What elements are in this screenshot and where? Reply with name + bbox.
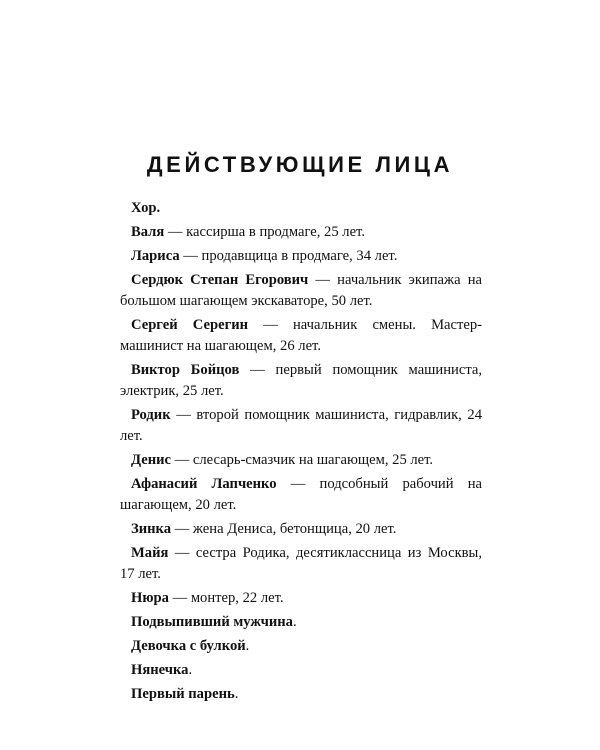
character-name: Афанасий Лапченко — [131, 476, 277, 492]
character-name: Хор — [131, 200, 157, 216]
separator: — — [179, 248, 202, 264]
separator: — — [171, 452, 193, 468]
separator: — — [308, 272, 338, 288]
character-entry — [120, 270, 482, 312]
page-title: ДЕЙСТВУЮЩИЕ ЛИЦА — [146, 152, 454, 177]
character-list — [120, 198, 482, 708]
character-name: Нюра — [131, 590, 169, 606]
character-entry — [120, 543, 482, 585]
character-description: сестра Родика, десятиклассница из Москвы, 17 лет. — [120, 545, 483, 582]
character-name: Сердюк Степан Егорович — [131, 272, 309, 288]
character-entry — [120, 588, 482, 609]
separator: — — [239, 362, 276, 378]
separator: — — [248, 317, 293, 333]
character-description: первый помощник машиниста, электрик, 25 лет. — [120, 362, 482, 399]
character-name: Подвыпивший мужчина — [131, 614, 293, 630]
character-description: жена Дениса, бетонщица, 20 лет. — [192, 521, 397, 537]
character-entry — [120, 519, 482, 540]
character-entry — [120, 636, 482, 657]
character-name: Нянечка — [131, 662, 189, 678]
character-entry — [120, 612, 482, 633]
character-description: . — [188, 662, 193, 678]
separator: — — [164, 224, 187, 240]
character-entry — [120, 198, 482, 219]
character-description: . — [156, 200, 161, 216]
character-entry — [120, 660, 482, 681]
character-name: Виктор Бойцов — [131, 362, 240, 378]
character-name: Родик — [131, 407, 171, 423]
separator: — — [171, 521, 193, 537]
character-description: продавщица в продмаге, 34 лет. — [201, 248, 398, 264]
character-name: Сергей Серегин — [131, 317, 249, 333]
separator: — — [168, 545, 196, 561]
character-name: Девочка с булкой — [131, 638, 246, 654]
character-description: . — [245, 638, 250, 654]
character-description: подсобный рабочий на шагающем, 20 лет. — [120, 476, 482, 513]
character-description: монтер, 22 лет. — [190, 590, 284, 606]
character-name: Лариса — [131, 248, 180, 264]
character-entry — [120, 222, 482, 243]
character-name: Майя — [131, 545, 169, 561]
character-description: второй помощник машиниста, гидравлик, 24 лет. — [120, 407, 483, 444]
character-entry — [120, 684, 482, 705]
separator: — — [170, 407, 197, 423]
character-entry — [120, 246, 482, 267]
character-description: кассирша в продмаге, 25 лет. — [186, 224, 365, 240]
character-description: . — [292, 614, 297, 630]
character-entry — [120, 474, 482, 516]
character-entry — [120, 360, 482, 402]
character-entry — [120, 405, 482, 447]
character-description: слесарь-смазчик на шагающем, 25 лет. — [192, 452, 434, 468]
character-name: Валя — [131, 224, 165, 240]
character-name: Зинка — [131, 521, 172, 537]
character-description: начальник экипажа на большом шагающем экскаваторе, 50 лет. — [120, 272, 482, 309]
separator: — — [276, 476, 320, 492]
separator: — — [168, 590, 191, 606]
character-description: . — [234, 686, 239, 702]
character-name: Денис — [131, 452, 171, 468]
character-entry — [120, 315, 482, 357]
character-description: начальник смены. Мастер-машинист на шагающем, 26 лет. — [120, 317, 483, 354]
character-name: Первый парень — [131, 686, 235, 702]
character-entry — [120, 450, 482, 471]
